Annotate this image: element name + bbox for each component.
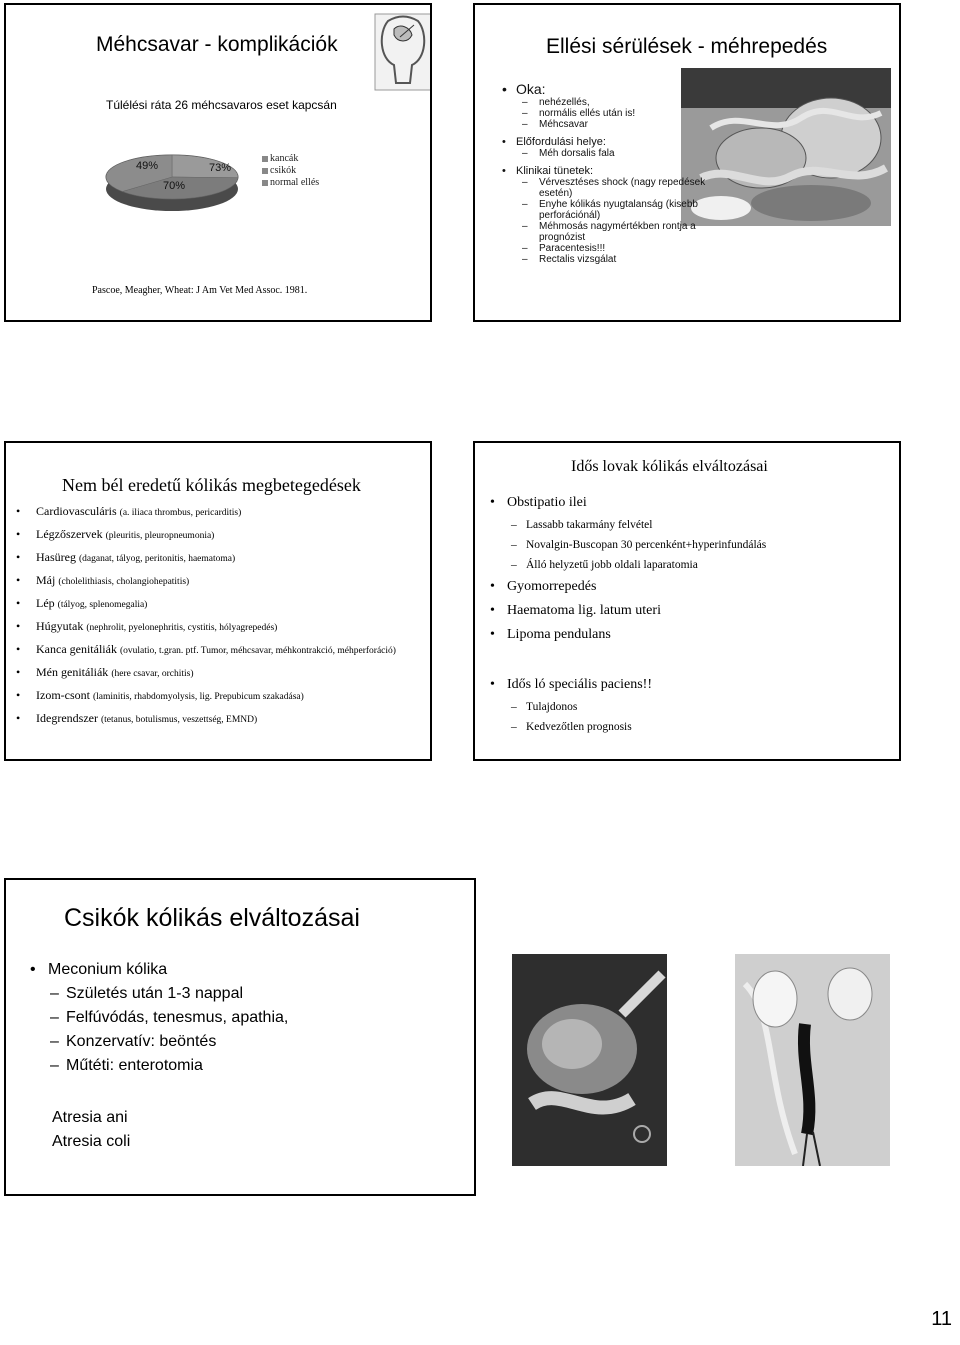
- bullet-item: • Haematoma lig. latum uteri: [489, 603, 766, 619]
- chart-data-label: 49%: [135, 160, 159, 172]
- slide-subtitle: Túlélési ráta 26 méhcsavaros eset kapcsán: [106, 98, 337, 112]
- list-item: • Izom-csont (laminitis, rhabdomyolysis, lig. Prepubicum szakadása): [14, 688, 426, 704]
- sub-item: – Méh dorsalis fala: [499, 148, 709, 159]
- sub-item: – Konzervatív: beöntés: [28, 1030, 288, 1054]
- slide-mehcsavar-komplikaciok: [4, 3, 432, 322]
- sub-item: – Álló helyzetű jobb oldali laparatomia: [489, 559, 766, 572]
- bullet-oka: • Oka:: [499, 81, 709, 97]
- page-number: 11: [931, 1308, 952, 1330]
- slide-nem-bel-eredetu: [4, 441, 432, 761]
- list-item: • Cardiovasculáris (a. iliaca thrombus, pericarditis): [14, 504, 426, 520]
- list-item: • Lép (tályog, splenomegalia): [14, 596, 426, 612]
- bullet-item: • Gyomorrepedés: [489, 579, 766, 595]
- list-item: • Légzőszervek (pleuritis, pleuropneumonia): [14, 527, 426, 543]
- list-item: • Kanca genitáliák (ovulatio, t.gran. ptf. Tumor, méhcsavar, méhkontrakció, méhperforáció): [14, 642, 426, 658]
- bullet-meconium: • Meconium kólika: [28, 958, 288, 982]
- sub-item: – nehézellés,: [499, 97, 709, 108]
- meconium-removal-photo: [735, 954, 890, 1166]
- list-item: • Húgyutak (nephrolit, pyelonephritis, cystitis, hólyagrepedés): [14, 619, 426, 635]
- legend-item: normal ellés: [262, 177, 319, 189]
- sub-item: – normális ellés után is!: [499, 108, 709, 119]
- sub-item: – Rectalis vizsgálat: [499, 254, 709, 265]
- list-item: • Hasüreg (daganat, tályog, peritonitis, haematoma): [14, 550, 426, 566]
- legend-item: csikók: [262, 165, 319, 177]
- sub-item: – Kedvezőtlen prognosis: [489, 721, 766, 734]
- slide-content: [28, 958, 288, 1078]
- sub-item: – Születés után 1-3 nappal: [28, 982, 288, 1006]
- bullet-obstipatio: • Obstipatio ilei: [489, 495, 766, 511]
- sub-item: – Enyhe kólikás nyugtalanság (kisebb perforációnál): [499, 199, 709, 221]
- list-item: Atresia coli: [52, 1133, 131, 1150]
- sub-item: – Tulajdonos: [489, 701, 766, 714]
- slide-content: [489, 495, 766, 741]
- survival-chart: [102, 139, 262, 219]
- sub-item: – Novalgin-Buscopan 30 percenként+hyperinfundálás: [489, 539, 766, 552]
- disease-list: [14, 504, 426, 734]
- list-item: Atresia ani: [52, 1109, 128, 1126]
- foal-surgery-photo: [512, 954, 667, 1166]
- slide-title: Idős lovak kólikás elváltozásai: [571, 458, 768, 475]
- uterus-sketch-icon: [374, 13, 432, 91]
- slide-csikok-kolikas: [4, 878, 476, 1196]
- list-item: • Idegrendszer (tetanus, botulismus, veszettség, EMND): [14, 711, 426, 727]
- slide-idos-lovak: [473, 441, 901, 761]
- sub-item: – Lassabb takarmány felvétel: [489, 519, 766, 532]
- list-item: • Máj (cholelithiasis, cholangiohepatitis): [14, 573, 426, 589]
- slide-content: [499, 81, 709, 265]
- bullet-item: • Lipoma pendulans: [489, 627, 766, 643]
- atresia-list: [52, 1106, 130, 1154]
- sub-item: – Méhmosás nagymértékben rontja a prognózist: [499, 221, 709, 243]
- sub-item: – Műtéti: enterotomia: [28, 1054, 288, 1078]
- slide-title: Ellési sérülések - méhrepedés: [546, 35, 828, 58]
- uterus-rupture-photo: [681, 68, 891, 226]
- chart-data-label: 70%: [162, 180, 186, 192]
- reference: Pascoe, Meagher, Wheat: J Am Vet Med Assoc. 1981.: [92, 285, 308, 296]
- legend-item: kancák: [262, 153, 319, 165]
- bullet-elofordulas: • Előfordulási helye:: [499, 136, 709, 148]
- sub-item: – Vérvesztéses shock (nagy repedések esetén): [499, 177, 709, 199]
- slide-ellesi-serulesek: [473, 3, 901, 322]
- slide-title: Méhcsavar - komplikációk: [96, 33, 338, 56]
- bullet-klinikai: • Klinikai tünetek:: [499, 165, 709, 177]
- chart-legend: [262, 153, 319, 189]
- sub-item: – Paracentesis!!!: [499, 243, 709, 254]
- sub-item: – Felfúvódás, tenesmus, apathia,: [28, 1006, 288, 1030]
- bullet-special: • Idős ló speciális paciens!!: [489, 677, 766, 693]
- list-item: • Mén genitáliák (here csavar, orchitis): [14, 665, 426, 681]
- chart-data-label: 73%: [208, 162, 232, 174]
- slide-title: Nem bél eredetű kólikás megbetegedések: [62, 475, 361, 495]
- sub-item: – Méhcsavar: [499, 119, 709, 130]
- slide-title: Csikók kólikás elváltozásai: [64, 904, 360, 932]
